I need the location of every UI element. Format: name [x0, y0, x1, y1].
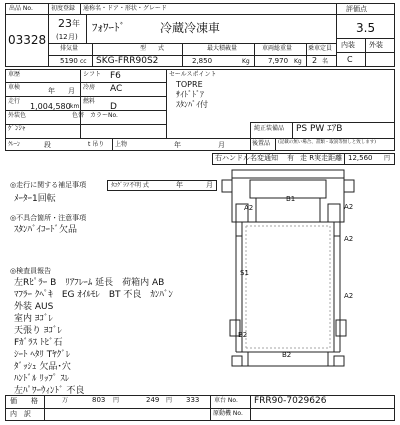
inspection-year-unit: 年: [48, 87, 55, 95]
inspection-month-unit: 月: [68, 87, 75, 95]
price-unit-1: 万: [62, 397, 69, 404]
reg-year-unit: 年: [72, 19, 80, 28]
selling-label: セールスポイント: [169, 71, 217, 78]
capacity-label: 乗車定員: [308, 45, 333, 52]
price-unit-3: 円: [166, 397, 173, 404]
displacement-unit: cc: [80, 58, 87, 65]
selling-point: ｻｲﾄﾞﾄﾞｱ: [176, 90, 204, 99]
color-change-label: 色替: [72, 112, 85, 119]
tacho-label: ﾀｺｸﾞﾗﾌ不明 式: [111, 182, 149, 189]
weight-unit: Kg: [294, 58, 302, 65]
actual-distance-unit: 円: [384, 155, 391, 162]
exterior-label: 外装: [369, 41, 383, 49]
tacho-year: 年: [176, 181, 183, 189]
maker-name: ﾌｫﾜｰﾄﾞ: [92, 21, 125, 34]
report-line: ｼｰﾄ ﾍﾀﾘ Tﾔｸﾞﾚ: [14, 350, 71, 360]
report-label: ◎検査員報告: [10, 267, 52, 275]
fuel-value: D: [110, 102, 117, 112]
interior-label: 内装: [341, 41, 355, 49]
crane-label: ｸﾚｰﾝ: [8, 141, 21, 148]
report-line: ﾏﾌﾗｰ ｸﾍﾟｷ EG ｵｲﾙﾓﾚ BT 不良 ｶﾝﾊﾞﾝ: [14, 290, 173, 300]
report-line: ﾀﾞｯｼｭ 欠品･穴: [14, 362, 71, 372]
report-line: ﾊﾝﾄﾞﾙ ﾘｯﾌﾟ ｽﾚ: [14, 374, 70, 384]
internal-label: 内 訳: [10, 410, 31, 418]
supplement-value: ﾒｰﾀｰ1回転: [14, 194, 56, 204]
actual-distance-label: 走 R実走距離: [300, 154, 343, 162]
weight-value: 7,970: [268, 57, 289, 65]
car-type-label: 車歴: [8, 71, 21, 78]
damage-mark: B1: [286, 195, 296, 203]
equipment-value: PS PW ｴｱB: [296, 124, 343, 134]
report-line: 外装 AUS: [14, 302, 54, 312]
damage-mark: S1: [240, 269, 249, 277]
supplement-label: ◎走行に関する補足事項: [10, 181, 87, 189]
chassis-label: 車台 No.: [214, 397, 238, 404]
color-no-label: カラーNo.: [90, 112, 118, 119]
lot-number: 03328: [8, 33, 47, 47]
report-line: 左Rﾋﾟﾗｰ B ﾘｱﾌﾚｰﾑ 延長 荷箱内 AB: [14, 278, 165, 288]
report-line: 左ﾊﾟﾜｰｳｨﾝﾄﾞ 不良: [14, 386, 85, 396]
notice-yes: 有: [287, 154, 294, 162]
report-line: Fｶﾞﾗｽ ﾄﾋﾞ石: [14, 338, 63, 348]
damage-mark: A2: [344, 292, 354, 300]
shift-value: F6: [110, 71, 121, 81]
selling-point: TOPRE: [176, 80, 203, 89]
tacho-month: 月: [206, 181, 213, 189]
grade-label: 評価点: [346, 5, 367, 13]
damage-mark: A2: [244, 204, 254, 212]
name-label: 通称名・ドア・形状・グレード: [83, 5, 167, 12]
inspection-label: 車検: [8, 84, 21, 91]
price-value-2: 249: [146, 396, 160, 404]
upper-month: 月: [218, 141, 225, 149]
actual-distance-value: 12,560: [348, 154, 373, 162]
color-label: 外装色: [8, 112, 27, 119]
upper-year: 年: [174, 141, 181, 149]
weight-label: 車両総重量: [262, 45, 293, 52]
price-unit-2: 円: [113, 397, 120, 404]
upper-label: 上物: [115, 141, 128, 148]
reg-month-unit: 月): [68, 33, 78, 41]
damage-mark: B2: [238, 331, 248, 339]
engine-label: 原動機 No.: [213, 410, 243, 417]
load-unit: Kg: [242, 58, 250, 65]
capacity-value: 2: [312, 56, 318, 65]
equipment-label: 純正装備品: [254, 125, 285, 132]
price-label: 価 格: [10, 397, 38, 405]
report-line: 室内 ﾖｺﾞﾚ: [14, 314, 53, 324]
damage-mark: B2: [282, 351, 292, 359]
model-label: 型 式: [140, 45, 165, 52]
score-value: 3.5: [356, 21, 376, 35]
mileage-label: 走行: [8, 98, 21, 105]
reg-year: 23: [58, 17, 72, 30]
load-value: 2,850: [192, 57, 213, 65]
body-type: 冷蔵冷凍車: [160, 21, 221, 35]
fuel-label: 燃料: [83, 98, 96, 105]
color-value: ｹﾞﾝｼｬ: [8, 124, 26, 132]
damage-mark: A2: [344, 203, 354, 211]
model-value: SKG-FRR90S2: [96, 56, 159, 66]
capacity-unit: 名: [322, 58, 329, 65]
reg-label: 初度登録: [51, 5, 76, 12]
defects-label: ◎不具合箇所・注意事項: [10, 214, 87, 222]
damage-mark: A2: [344, 235, 354, 243]
ac-value: AC: [110, 84, 123, 94]
defects-value: ｽﾀﾝﾊﾞｲｺｰﾄﾞ欠品: [14, 225, 78, 235]
displacement-label: 排気量: [60, 45, 79, 52]
ac-label: 冷房: [83, 84, 96, 91]
price-value-1: 803: [92, 396, 106, 404]
displacement-value: 5190: [60, 57, 78, 65]
reg-month: (12: [56, 33, 68, 41]
retrofit-label: 後置品: [252, 140, 271, 147]
retrofit-note: (記載の無い場合、書類・取説等無しと致します): [278, 140, 377, 145]
load-label: 最大積載量: [207, 45, 238, 52]
chassis-value: FRR90-7029626: [254, 396, 327, 406]
crane-stage: 段: [44, 141, 51, 149]
crane-hook: t 吊り: [88, 141, 105, 148]
report-line: 天張り ﾖｺﾞﾚ: [14, 326, 62, 336]
mileage-value: 1,004,580: [30, 102, 71, 111]
lot-label: 出品 No.: [9, 5, 33, 12]
steering-value: 右ハンドル: [215, 154, 250, 162]
mileage-unit: km: [70, 103, 80, 110]
price-value-3: 333: [186, 396, 200, 404]
shift-label: シフト: [83, 71, 102, 78]
notice-label: 名変通知: [250, 154, 278, 162]
interior-grade: C: [347, 55, 353, 64]
selling-point: ｽﾀﾝﾊﾞｲ付: [176, 100, 208, 109]
